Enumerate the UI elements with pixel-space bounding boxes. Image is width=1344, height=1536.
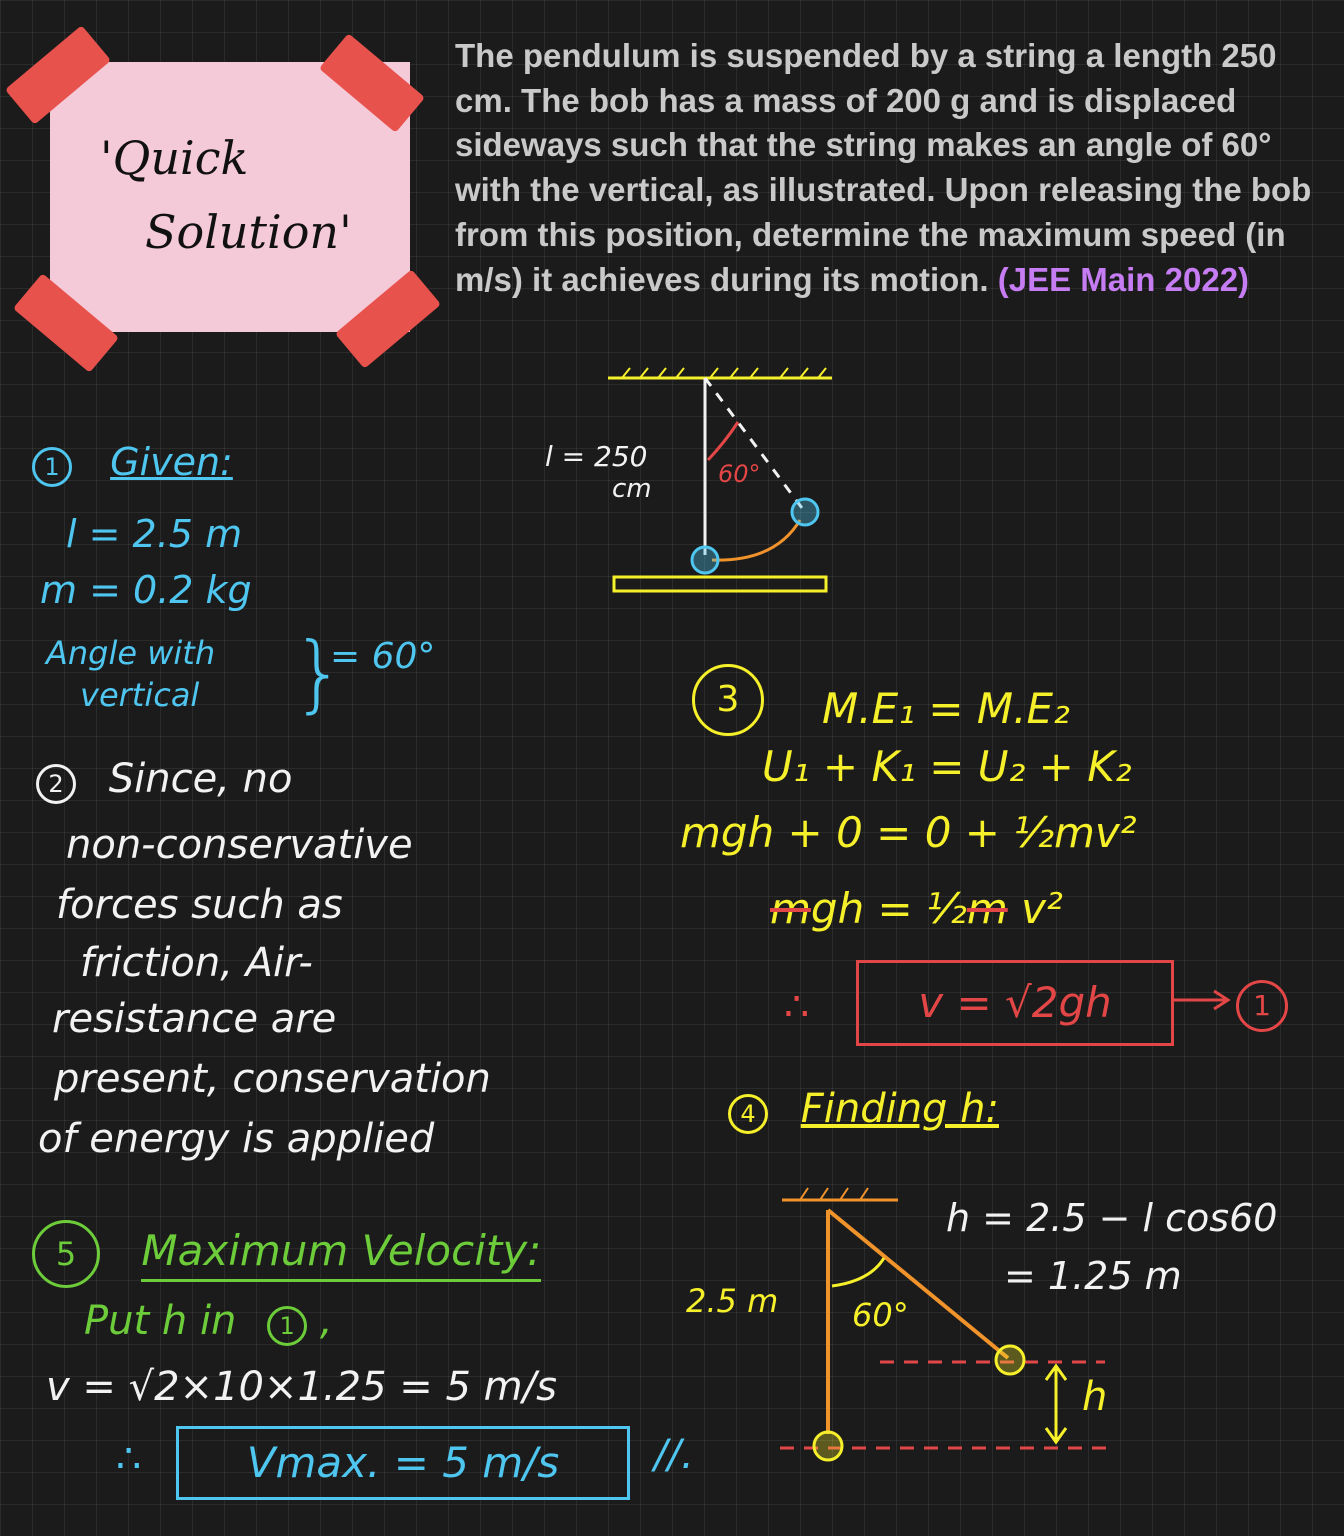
step1-title: Given:	[110, 440, 233, 484]
equation-1: M.E₁ = M.E₂	[822, 684, 1070, 733]
note-title-line1: 'Quick	[100, 131, 249, 185]
bob-path	[712, 520, 800, 560]
step5-number: 5	[32, 1220, 100, 1288]
put-comma: ,	[319, 1298, 333, 1344]
displaced-string-2	[828, 1210, 1008, 1358]
step5-title: Maximum Velocity:	[141, 1226, 541, 1282]
bob-displaced	[792, 499, 818, 525]
angle-label: 60°	[718, 460, 761, 488]
eq4-middle: gh = ½	[810, 884, 967, 933]
diagram2-h-label: h	[1082, 1374, 1108, 1420]
problem-statement	[455, 34, 1325, 302]
brace-icon: }	[292, 624, 346, 722]
length-label-1: l = 250	[545, 440, 648, 473]
angle-arc	[708, 422, 738, 460]
support-hatch	[800, 1188, 868, 1200]
cancel-m-right: m	[966, 884, 1008, 933]
given-length: l = 2.5 m	[66, 512, 243, 556]
bob-lower	[814, 1432, 842, 1460]
ref-one	[1236, 980, 1288, 1032]
ref-one-number: 1	[1236, 980, 1288, 1032]
given-angle-line1: Angle with	[46, 634, 216, 672]
step3-number: 3	[692, 664, 764, 736]
h-calc-1: h = 2.5 − l cos60	[946, 1196, 1278, 1240]
diagram2-angle-label: 60°	[852, 1296, 909, 1334]
cancel-m-left: m	[770, 884, 811, 933]
velocity-calculation: v = √2×10×1.25 = 5 m/s	[46, 1364, 557, 1410]
given-angle-line2: vertical	[80, 676, 200, 714]
length-label-2: cm	[612, 474, 652, 504]
bob-lowest	[692, 547, 718, 573]
floor	[614, 577, 826, 591]
step4-heading	[728, 1086, 999, 1134]
equation-3: mgh + 0 = 0 + ½mv²	[680, 808, 1137, 857]
problem-source: (JEE Main 2022)	[997, 260, 1250, 298]
eq4-end: v²	[1021, 884, 1063, 933]
step2-line-0: Since, no	[108, 756, 293, 802]
step2-heading	[36, 756, 292, 804]
step2-line-3: friction, Air-	[80, 940, 313, 986]
arrow-right-icon	[1170, 988, 1234, 1012]
equation-4	[770, 884, 1063, 933]
therefore-symbol: ∴	[784, 984, 810, 1030]
diagram2-length-label: 2.5 m	[686, 1282, 779, 1320]
step2-line-4: resistance are	[52, 996, 337, 1042]
step2-line-5: present, conservation	[54, 1056, 491, 1102]
step4-title: Finding h:	[800, 1086, 999, 1132]
given-angle-value: = 60°	[330, 636, 436, 677]
problem-text: The pendulum is suspended by a string a length 250 cm. The bob has a mass of 200 g and is displaced sideways such that the string makes an angle of 60° with the vertical, as illustrated. Upon releasing the bob from this position, determine the maximum speed (in m/s) it achieves during its motion.	[455, 37, 1312, 298]
note-title-line2: Solution'	[145, 205, 352, 259]
final-end-mark: //.	[654, 1432, 694, 1478]
final-answer-box: Vmax. = 5 m/s	[176, 1426, 630, 1500]
step1-number: 1	[32, 447, 72, 487]
pendulum-diagram	[540, 360, 860, 600]
final-therefore: ∴	[116, 1436, 142, 1482]
angle-arc-2	[832, 1258, 884, 1286]
bob-upper	[996, 1346, 1024, 1374]
step5-heading	[32, 1220, 541, 1288]
step1-heading	[32, 440, 233, 487]
step4-number: 4	[728, 1094, 768, 1134]
step3-heading	[692, 664, 764, 736]
equation-2: U₁ + K₁ = U₂ + K₂	[762, 742, 1132, 791]
step2-number: 2	[36, 764, 76, 804]
step2-line-1: non-conservative	[66, 822, 413, 868]
put-ref-number: 1	[267, 1306, 307, 1346]
put-h-label: Put h in	[84, 1298, 237, 1344]
given-mass: m = 0.2 kg	[40, 568, 252, 612]
step2-line-6: of energy is applied	[38, 1116, 435, 1162]
boxed-velocity-formula: v = √2gh	[856, 960, 1174, 1046]
put-h-text	[84, 1298, 333, 1346]
h-calc-2: = 1.25 m	[1004, 1254, 1182, 1298]
displaced-string	[705, 378, 802, 508]
height-diagram	[770, 1176, 1120, 1476]
step2-line-2: forces such as	[56, 882, 343, 928]
